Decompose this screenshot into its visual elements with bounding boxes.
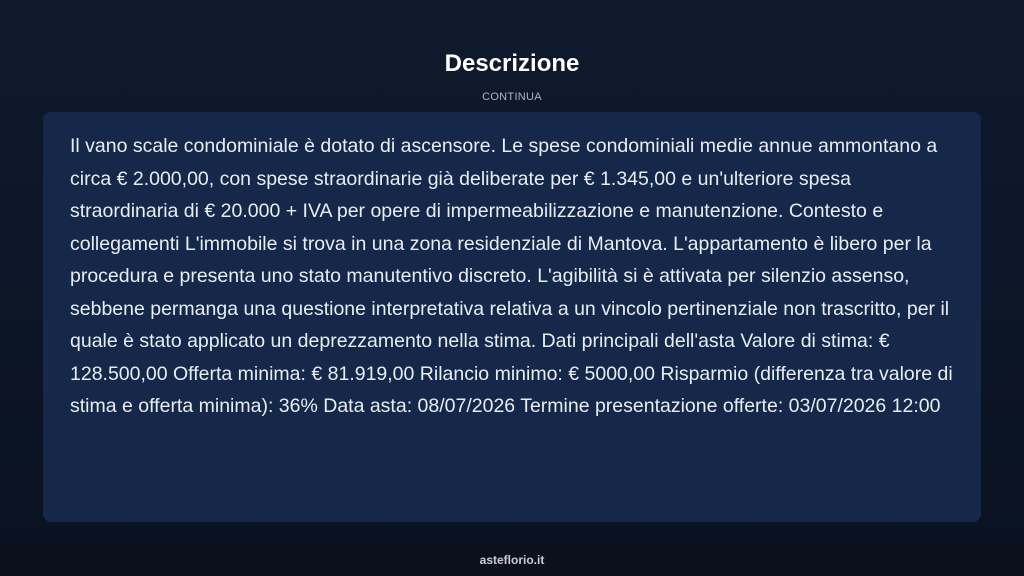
page-title: Descrizione [444, 50, 580, 77]
description-text: Il vano scale condominiale è dotato di ascensore. Le spese condominiali medie annue ammontano a circa € 2.000,00, con spese straordinarie già deliberate per € 1.345,00 e un'ulteriore spesa straordinaria di € 20.000 + IVA per opere di impermeabilizzazione e manutenzione. Contesto e collegamenti L'immobile si trova in una zona residenziale di Mantova. L'appartamento è libero per la procedura e presenta uno stato manutentivo discreto. L'agibilità si è attivata per silenzio assenso, sebbene permanga una questione interpretativa relativa a un vincolo pertinenziale non trascritto, per il quale è stato applicato un deprezzamento nella stima. Dati principali dell'asta Valore di stima: € 128.500,00 Offerta minima: € 81.919,00 Rilancio minimo: € 5000,00 Risparmio (differenza tra valore di stima e offerta minima): 36% Data asta: 08/07/2026 Termine presentazione offerte: 03/07/2026 12:00 [70, 135, 953, 417]
footer-bar [0, 543, 1024, 576]
continue-label: CONTINUA [482, 91, 542, 103]
description-card [43, 112, 981, 522]
footer-site-name: asteflorio.it [479, 553, 545, 567]
